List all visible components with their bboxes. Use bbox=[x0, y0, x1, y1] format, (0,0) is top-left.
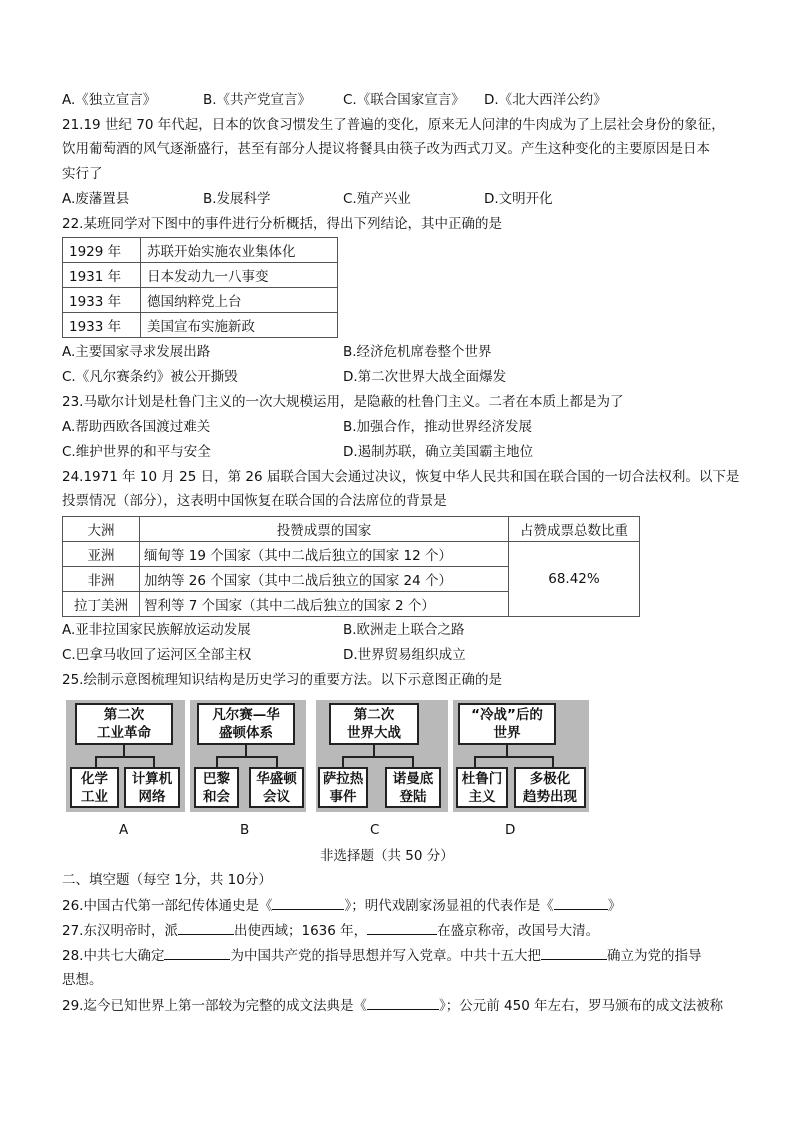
diagram-d-label: D bbox=[505, 822, 516, 838]
answer-blank[interactable] bbox=[554, 895, 608, 910]
q23-option-d: D.遏制苏联，确立美国霸主地位 bbox=[343, 444, 534, 460]
q23-stem: 23.马歇尔计划是杜鲁门主义的一次大规模运用，是隐蔽的杜鲁门主义。二者在本质上都是为了 bbox=[62, 394, 624, 410]
q22-option-d: D.第二次世界大战全面爆发 bbox=[343, 369, 507, 385]
q21-option-a: A.废藩置县 bbox=[62, 191, 130, 207]
continent-cell: 拉丁美洲 bbox=[63, 592, 140, 617]
diagram-b-label: B bbox=[240, 822, 250, 838]
diagram-b-top-box: 凡尔赛—华 盛顿体系 bbox=[197, 703, 295, 745]
q24-stem-2: 投票情况（部分），这表明中国恢复在联合国的合法席位的背景是 bbox=[62, 493, 447, 509]
answer-blank[interactable] bbox=[178, 920, 234, 935]
table-row bbox=[63, 288, 338, 313]
fill-section-title: 二、填空题（每空 1分，共 10分） bbox=[62, 872, 272, 888]
q20-option-a: A.《独立宣言》 bbox=[62, 92, 157, 108]
countries-cell: 缅甸等 19 个国家（其中二战后独立的国家 12 个） bbox=[140, 542, 509, 567]
q20-option-b: B.《共产党宣言》 bbox=[203, 92, 312, 108]
q22-event-table bbox=[62, 237, 338, 338]
q22-option-a: A.主要国家寻求发展出路 bbox=[62, 344, 211, 360]
header-continent: 大洲 bbox=[63, 517, 140, 542]
q21-stem-1: 21.19 世纪 70 年代起，日本的饮食习惯发生了普遍的变化，原来无人问津的牛肉成为了上层社会身份的象征， bbox=[62, 117, 725, 133]
diagram-c-left-box: 萨拉热 事件 bbox=[318, 767, 368, 808]
diagram-a-left-box: 化学 工业 bbox=[70, 767, 119, 808]
q24-vote-table bbox=[62, 516, 640, 617]
q23-option-b: B.加强合作，推动世界经济发展 bbox=[343, 419, 533, 435]
q25-stem: 25.绘制示意图梳理知识结构是历史学习的重要方法。以下示意图正确的是 bbox=[62, 672, 502, 688]
q21-stem-2: 饮用葡萄酒的风气逐渐盛行，甚至有部分人提议将餐具由筷子改为西式刀叉。产生这种变化的主要原因是日本 bbox=[62, 141, 710, 157]
diagram-d-top-box: “冷战”后的 世界 bbox=[458, 703, 556, 745]
q24-option-d: D.世界贸易组织成立 bbox=[343, 647, 466, 663]
countries-cell: 智利等 7 个国家（其中二战后独立的国家 2 个） bbox=[140, 592, 509, 617]
diagram-a-top-box: 第二次 工业革命 bbox=[75, 703, 173, 745]
year-cell: 1929 年 bbox=[63, 238, 141, 263]
q22-stem: 22.某班同学对下图中的事件进行分析概括，得出下列结论，其中正确的是 bbox=[62, 216, 502, 232]
q22-option-b: B.经济危机席卷整个世界 bbox=[343, 344, 492, 360]
countries-cell: 加纳等 26 个国家（其中二战后独立的国家 24 个） bbox=[140, 567, 509, 592]
table-row bbox=[63, 313, 338, 338]
q24-option-b: B.欧洲走上联合之路 bbox=[343, 622, 465, 638]
q21-option-c: C.殖产兴业 bbox=[343, 191, 411, 207]
table-row bbox=[63, 238, 338, 263]
q28-continued: 思想。 bbox=[62, 972, 103, 988]
q20-option-d: D.《北大西洋公约》 bbox=[484, 92, 607, 108]
year-cell: 1933 年 bbox=[63, 288, 141, 313]
q21-option-b: B.发展科学 bbox=[203, 191, 271, 207]
diagram-c-right-box: 诺曼底 登陆 bbox=[385, 767, 441, 808]
q27: 27.东汉明帝时，派 出使西域；1636 年， 在盛京称帝，改国号大清。 bbox=[62, 920, 599, 941]
q28: 28.中共七大确定 为中国共产党的指导思想并写入党章。中共十五大把 确立为党的指导 bbox=[62, 945, 701, 966]
diagram-d-right-box: 多极化 趋势出现 bbox=[514, 767, 586, 808]
q20-option-c: C.《联合国家宣言》 bbox=[343, 92, 465, 108]
q24-stem-1: 24.1971 年 10 月 25 日，第 26 届联合国大会通过决议，恢复中华人民共和国在联合国的一切合法权利。以下是 bbox=[62, 469, 740, 485]
answer-blank[interactable] bbox=[164, 945, 230, 960]
diagram-b-left-box: 巴黎 和会 bbox=[194, 767, 239, 808]
diagram-d-left-box: 杜鲁门 主义 bbox=[456, 767, 508, 808]
diagram-a-right-box: 计算机 网络 bbox=[124, 767, 180, 808]
event-cell: 德国纳粹党上台 bbox=[141, 288, 338, 313]
event-cell: 美国宣布实施新政 bbox=[141, 313, 338, 338]
share-cell: 68.42% bbox=[509, 542, 640, 617]
answer-blank[interactable] bbox=[367, 995, 439, 1010]
table-header-row bbox=[63, 517, 640, 542]
diagram-c-label: C bbox=[370, 822, 380, 838]
q29: 29.迄今已知世界上第一部较为完整的成文法典是《 》；公元前 450 年左右，罗马颁布的成文法被称 bbox=[62, 995, 723, 1016]
nonchoice-heading: 非选择题（共 50 分） bbox=[320, 848, 454, 864]
q23-option-c: C.维护世界的和平与安全 bbox=[62, 444, 211, 460]
year-cell: 1931 年 bbox=[63, 263, 141, 288]
q21-option-d: D.文明开化 bbox=[484, 191, 553, 207]
q23-option-a: A.帮助西欧各国渡过难关 bbox=[62, 419, 211, 435]
continent-cell: 亚洲 bbox=[63, 542, 140, 567]
table-row bbox=[63, 263, 338, 288]
q24-option-a: A.亚非拉国家民族解放运动发展 bbox=[62, 622, 251, 638]
continent-cell: 非洲 bbox=[63, 567, 140, 592]
header-share: 占赞成票总数比重 bbox=[509, 517, 640, 542]
answer-blank[interactable] bbox=[367, 920, 437, 935]
answer-blank[interactable] bbox=[541, 945, 607, 960]
diagram-a-label: A bbox=[119, 822, 129, 838]
table-row bbox=[63, 542, 640, 567]
event-cell: 苏联开始实施农业集体化 bbox=[141, 238, 338, 263]
q24-option-c: C.巴拿马收回了运河区全部主权 bbox=[62, 647, 252, 663]
event-cell: 日本发动九一八事变 bbox=[141, 263, 338, 288]
diagram-b-right-box: 华盛顿 会议 bbox=[249, 767, 304, 808]
header-countries: 投赞成票的国家 bbox=[140, 517, 509, 542]
answer-blank[interactable] bbox=[272, 895, 344, 910]
q21-stem-3: 实行了 bbox=[62, 166, 103, 182]
q22-option-c: C.《凡尔赛条约》被公开撕毁 bbox=[62, 369, 238, 385]
diagram-c-top-box: 第二次 世界大战 bbox=[329, 703, 419, 745]
year-cell: 1933 年 bbox=[63, 313, 141, 338]
q26: 26.中国古代第一部纪传体通史是《 》；明代戏剧家汤显祖的代表作是《 》 bbox=[62, 895, 621, 916]
